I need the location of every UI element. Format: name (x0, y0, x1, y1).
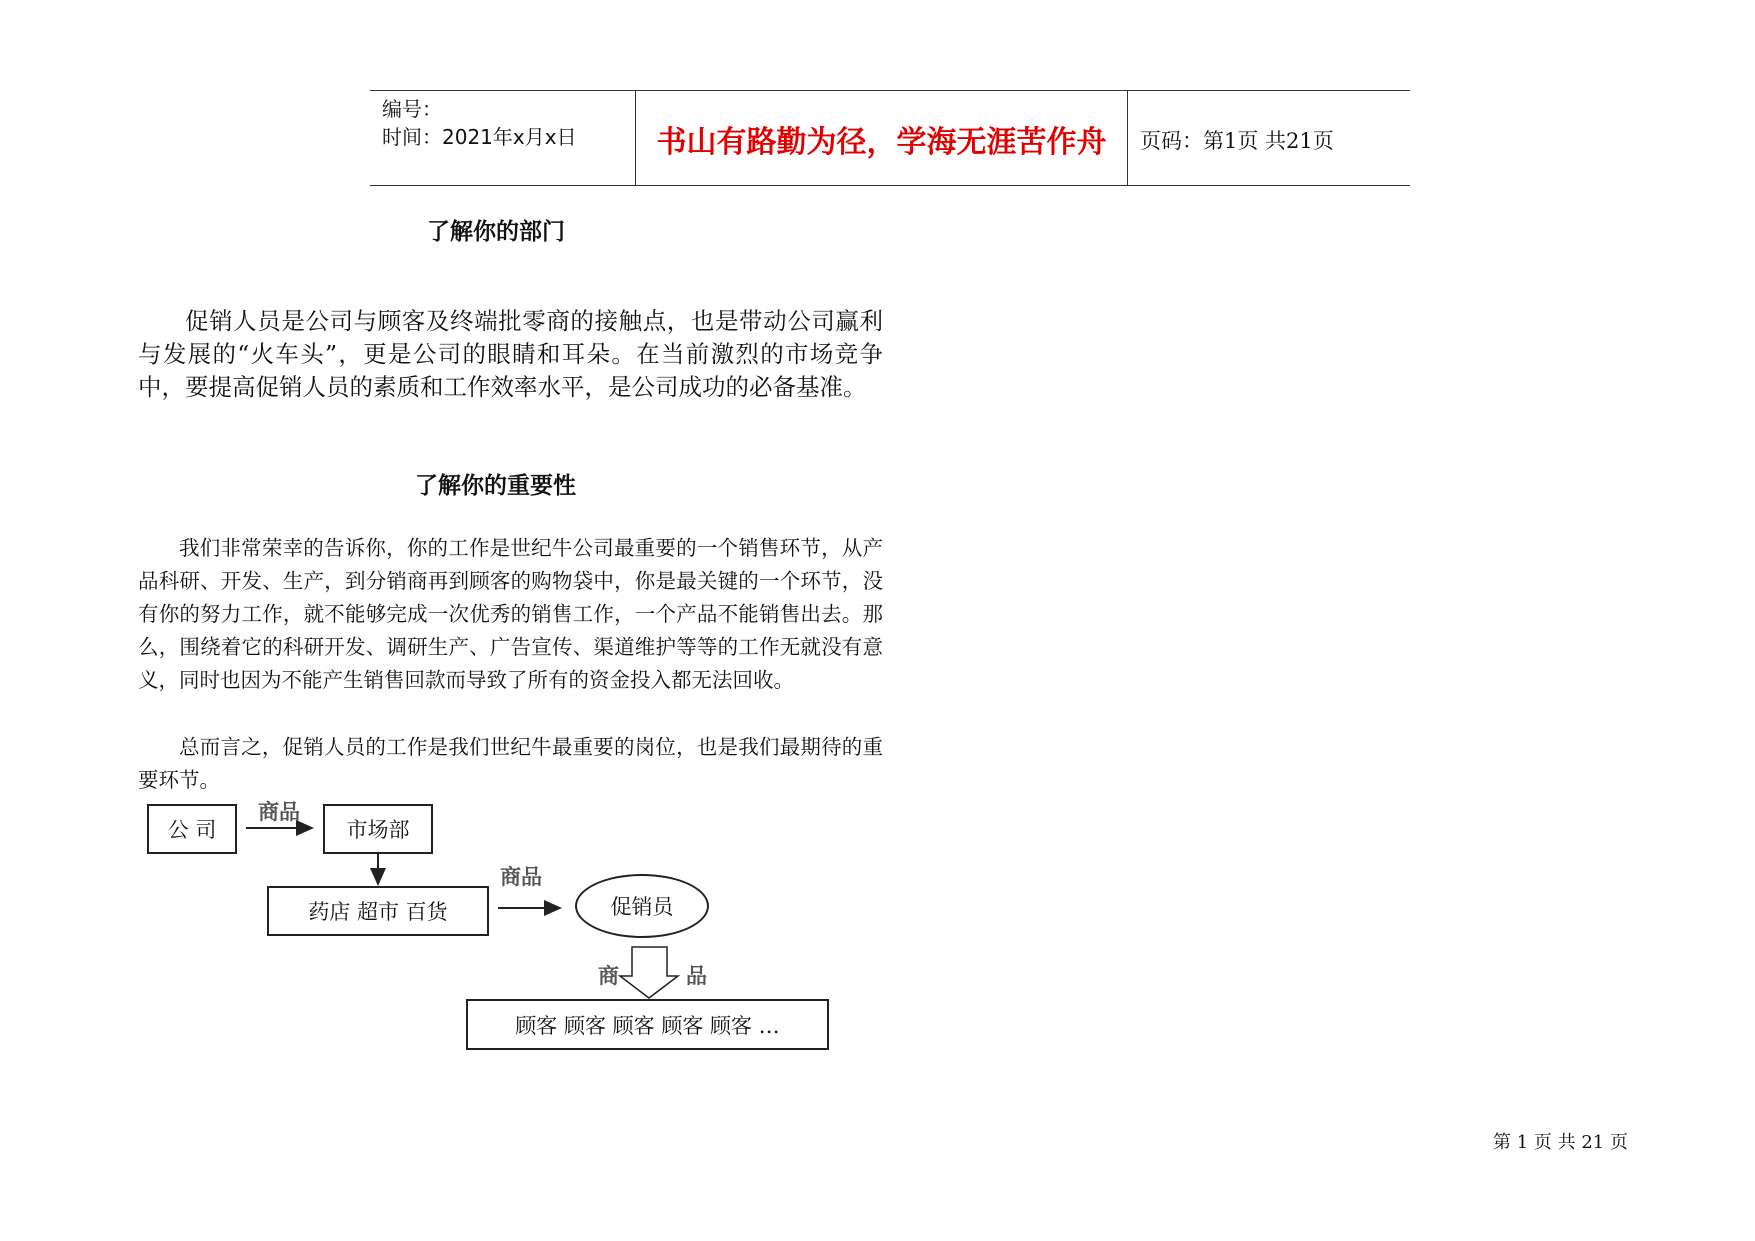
label-goods-3a: 商 (598, 964, 619, 988)
section-paragraph-importance-1: 我们非常荣幸的告诉你，你的工作是世纪牛公司最重要的一个销售环节，从产品科研、开发、生产，到分销商再到顾客的购物袋中，你是最关键的一个环节，没有你的努力工作，就不能够完成一次优秀的销售工作，一个产品不能销售出去。那么，围绕着它的科研开发、调研生产、广告宣传、渠道维护等等的工作无就没有意义，同时也因为不能产生销售回款而导致了所有的资金投入都无法回收。 (138, 536, 883, 692)
section-title-importance: 了解你的重要性 (415, 472, 576, 499)
node-market-dept: 市场部 (323, 804, 433, 854)
node-customers: 顾客 顾客 顾客 顾客 顾客 … (466, 999, 829, 1050)
page-footer: 第 1 页 共 21 页 (1493, 1132, 1628, 1153)
block-arrow-down (620, 947, 678, 998)
label-goods-3b: 品 (686, 964, 707, 988)
page-label: 页码：第1页 共21页 (1140, 129, 1334, 153)
node-company: 公 司 (147, 804, 237, 854)
label-goods-2: 商品 (500, 865, 542, 889)
time-label: 时间：2021年x月x日 (382, 125, 577, 149)
motto: 书山有路勤为径，学海无涯苦作舟 (656, 125, 1107, 160)
number-label: 编号： (382, 97, 442, 121)
node-retailers: 药店 超市 百货 (267, 886, 489, 936)
label-goods-1: 商品 (258, 800, 300, 824)
section-paragraph-importance-2: 总而言之，促销人员的工作是我们世纪牛最重要的岗位，也是我们最期待的重要环节。 (138, 735, 883, 792)
node-promoter: 促销员 (575, 874, 709, 938)
section-title-department: 了解你的部门 (427, 218, 565, 245)
section-body-department: 促销人员是公司与顾客及终端批零商的接触点，也是带动公司赢利与发展的“火车头”，更是公司的眼睛和耳朵。在当前激烈的市场竞争中，要提高促销人员的素质和工作效率水平，是公司成功的必备基准。 (138, 307, 883, 401)
